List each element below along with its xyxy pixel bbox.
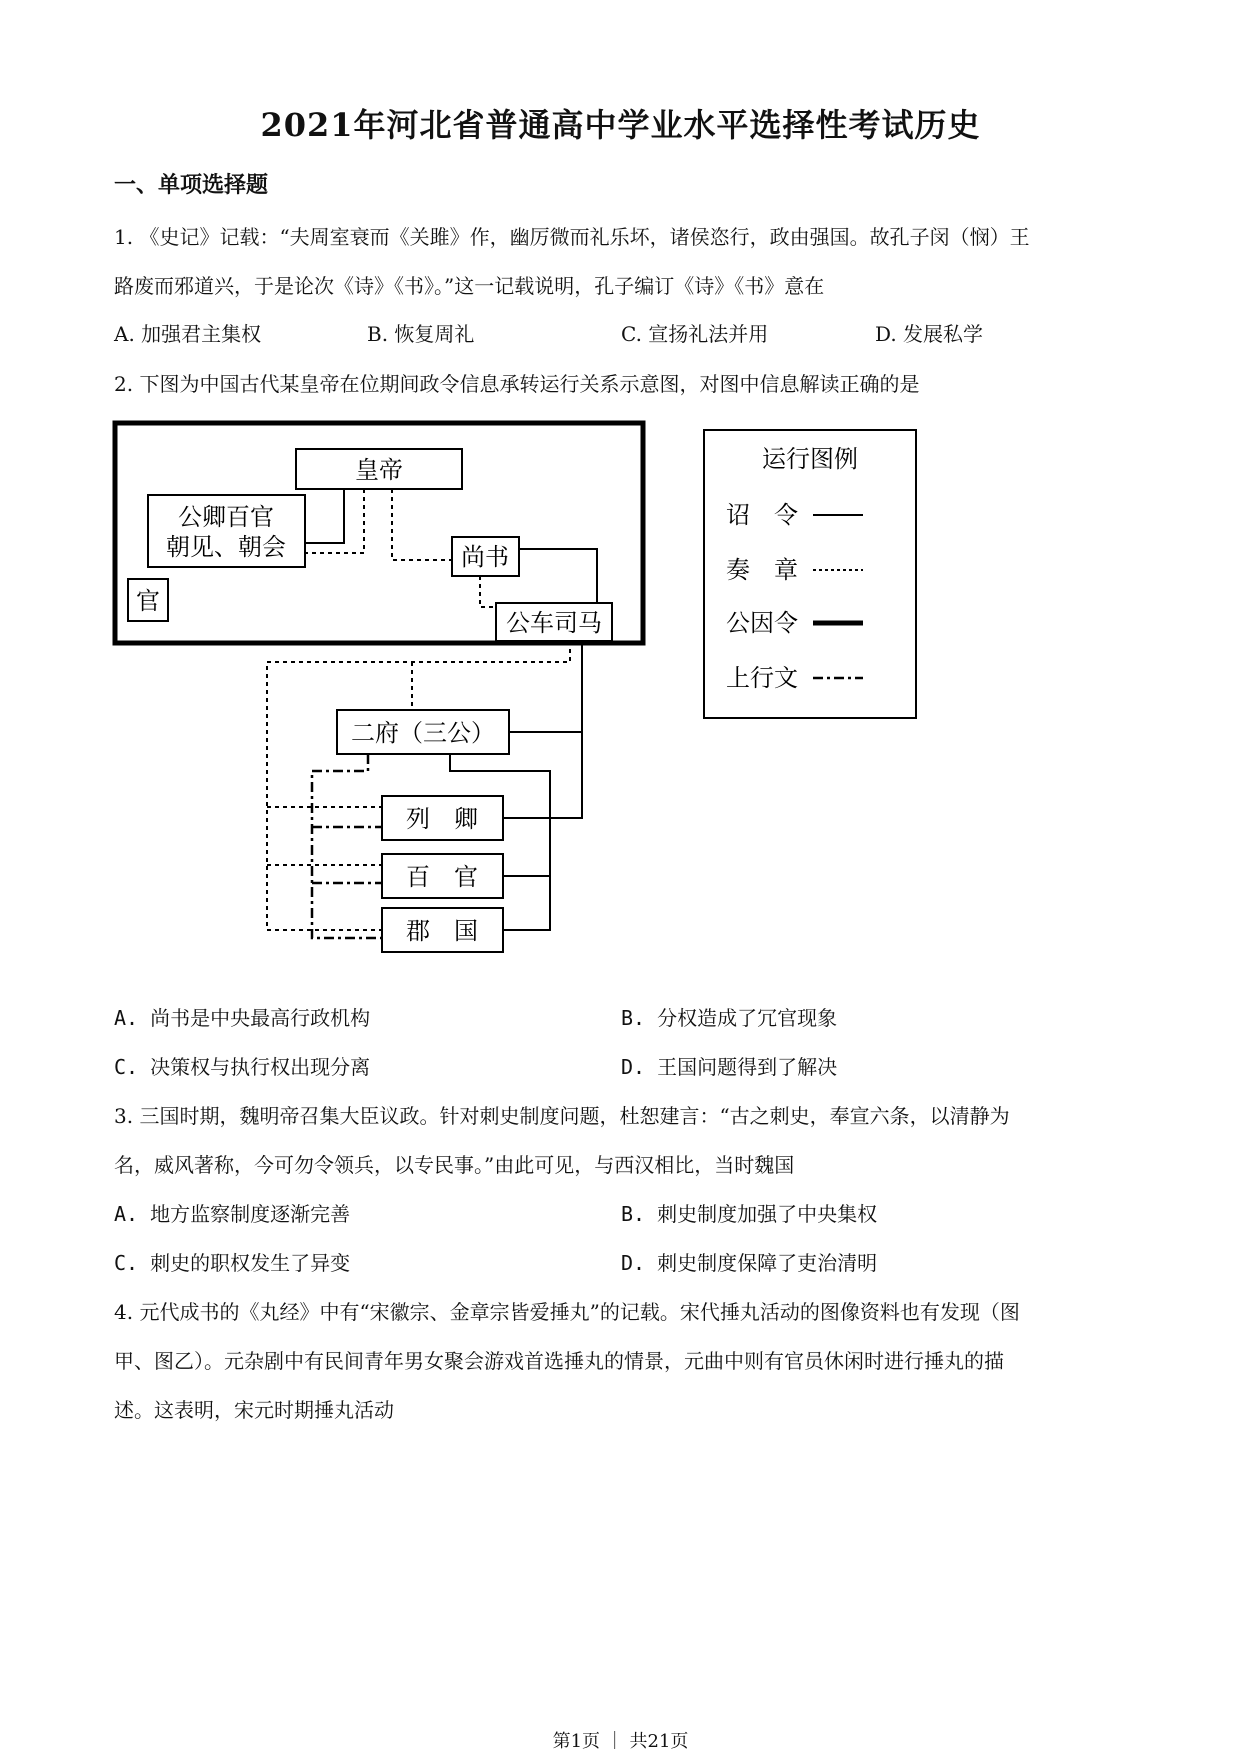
- legend: [704, 430, 916, 718]
- legend-item-gongyin: 公因令: [726, 609, 798, 637]
- baiguan-label: 百 官: [406, 863, 478, 891]
- q2-stem: 2. 下图为中国古代某皇帝在位期间政令信息承转运行关系示意图，对图中信息解读正确的是: [114, 372, 920, 396]
- legend-item-upward: 上行文: [726, 664, 798, 692]
- q1-option-c: C. 宣扬礼法并用: [621, 322, 769, 346]
- shangshu-label: 尚书: [461, 543, 509, 571]
- q4-stem-line1: 4. 元代成书的《丸经》中有“宋徽宗、金章宗皆爱捶丸”的记载。宋代捶丸活动的图像资料也有发现（图: [114, 1300, 1020, 1324]
- q2-option-d: D. 王国问题得到了解决: [621, 1055, 838, 1079]
- page-footer: 第1页 ｜ 共21页: [552, 1731, 689, 1752]
- q2-option-a: A. 尚书是中央最高行政机构: [114, 1006, 371, 1030]
- q2-option-c: C. 决策权与执行权出现分离: [114, 1055, 371, 1079]
- q3-option-c: C. 刺史的职权发生了异变: [114, 1251, 351, 1275]
- lieqing-label: 列 卿: [406, 805, 478, 833]
- q4-stem-line3: 述。这表明，宋元时期捶丸活动: [114, 1398, 394, 1422]
- q1-stem-line2: 路废而邪道兴，于是论次《诗》《书》。”这一记载说明，孔子编订《诗》《书》意在: [114, 274, 825, 298]
- section-heading: 一、单项选择题: [114, 173, 269, 198]
- legend-title: 运行图例: [762, 445, 858, 473]
- legend-item-edict: 诏 令: [726, 501, 798, 529]
- q2-option-b: B. 分权造成了冗官现象: [621, 1006, 838, 1030]
- legend-item-memorial: 奏 章: [726, 556, 798, 584]
- q3-option-b: B. 刺史制度加强了中央集权: [621, 1202, 878, 1226]
- erfu-label: 二府（三公）: [351, 719, 495, 747]
- ministers-label-line2: 朝见、朝会: [166, 533, 286, 561]
- junguo-label: 郡 国: [406, 917, 478, 945]
- guan-label: 官: [136, 587, 160, 615]
- ministers-label-line1: 公卿百官: [178, 503, 274, 531]
- upward-doc-lines: [312, 754, 382, 938]
- q3-option-d: D. 刺史制度保障了吏治清明: [621, 1251, 878, 1275]
- q3-stem-line2: 名，威风著称，今可勿令领兵，以专民事。”由此可见，与西汉相比，当时魏国: [114, 1153, 795, 1177]
- q1-option-d: D. 发展私学: [875, 322, 984, 346]
- q1-stem-line1: 1. 《史记》记载：“夫周室衰而《关雎》作，幽厉微而礼乐坏，诸侯恣行，政由强国。故孔子闵（悯）王: [114, 225, 1030, 249]
- q1-option-a: A. 加强君主集权: [114, 322, 262, 346]
- q3-stem-line1: 3. 三国时期，魏明帝召集大臣议政。针对刺史制度问题，杜恕建言：“古之刺史，奉宣六条，以清静为: [114, 1104, 1010, 1128]
- q4-stem-line2: 甲、图乙）。元杂剧中有民间青年男女聚会游戏首选捶丸的情景，元曲中则有官员休闲时进行捶丸的描: [114, 1349, 1004, 1373]
- administration-flow-diagram: [110, 415, 940, 975]
- q3-option-a: A. 地方监察制度逐渐完善: [114, 1202, 351, 1226]
- emperor-label: 皇帝: [355, 456, 403, 484]
- gongche-label: 公车司马: [506, 609, 602, 637]
- page-title: 2021年河北省普通高中学业水平选择性考试历史: [260, 106, 981, 144]
- q1-option-b: B. 恢复周礼: [367, 322, 475, 346]
